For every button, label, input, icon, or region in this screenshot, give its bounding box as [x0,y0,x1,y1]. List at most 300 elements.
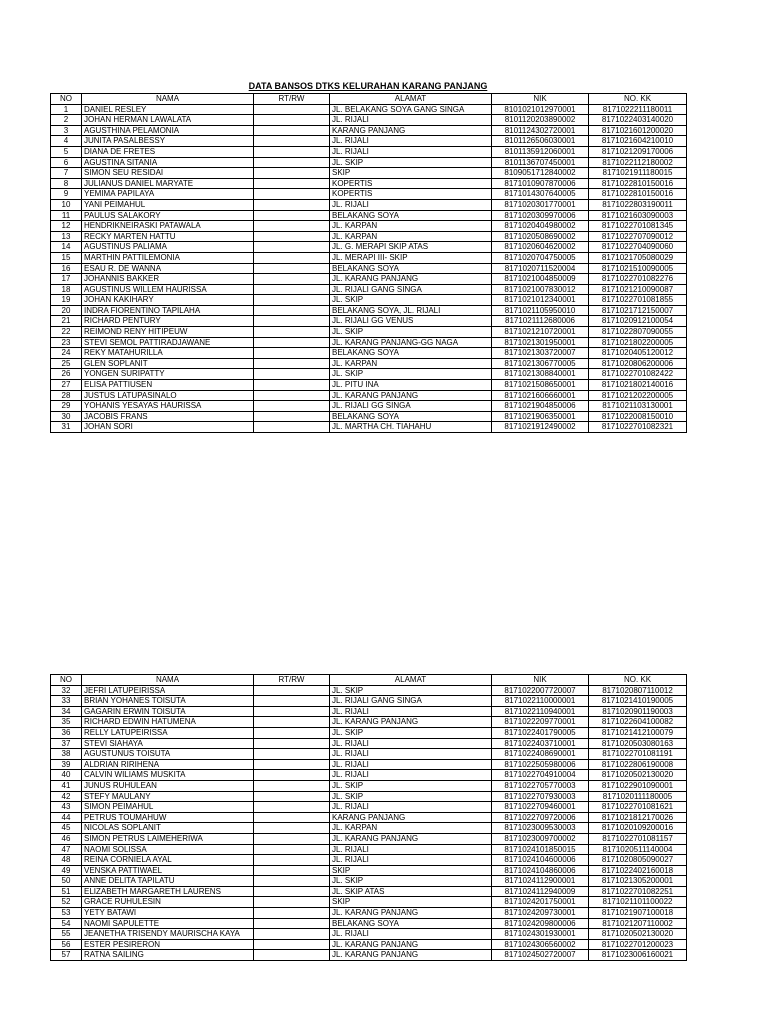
table-row [51,284,687,295]
cell-alamat: JL. RIJALI [330,199,492,210]
cell-nik: 8171024306560002 [492,939,589,950]
cell-no-kk: 8171022701082321 [589,422,687,433]
cell-alamat: BELAKANG SOYA [330,348,492,359]
cell-alamat: JL. KARANG PANJANG [330,274,492,285]
cell-rtrw [254,168,330,179]
cell-alamat: SKIP [330,865,492,876]
col-header-no-kk: NO. KK [589,94,687,105]
cell-no: 24 [51,348,82,359]
cell-no: 22 [51,327,82,338]
cell-rtrw [254,738,330,749]
cell-nama: AGUSTHINA PELAMONIA [82,125,254,136]
cell-nik: 8171020704750005 [492,252,589,263]
table-header [51,675,687,686]
cell-rtrw [254,802,330,813]
cell-alamat: KOPERTIS [330,189,492,200]
cell-nama: RELLY LATUPEIRISSA [82,727,254,738]
cell-alamat: JL. SKIP ATAS [330,886,492,897]
cell-alamat: JL. KARPAN [330,823,492,834]
cell-rtrw [254,876,330,887]
col-header-nik: NIK [492,675,589,686]
cell-alamat: JL. KARANG PANJANG [330,717,492,728]
table-row [51,738,687,749]
cell-nik: 8101120203890002 [492,115,589,126]
cell-no: 49 [51,865,82,876]
cell-no-kk: 8171020807110012 [589,685,687,696]
cell-nik: 8171014307640005 [492,189,589,200]
table-row [51,168,687,179]
cell-no: 37 [51,738,82,749]
cell-no-kk: 8171022803190011 [589,199,687,210]
cell-no-kk: 8171021603090003 [589,210,687,221]
cell-no: 16 [51,263,82,274]
cell-no-kk: 8171020502130020 [589,929,687,940]
cell-rtrw [254,844,330,855]
cell-rtrw [254,115,330,126]
cell-alamat: JL. KARANG PANJANG [330,950,492,961]
table-row [51,706,687,717]
cell-rtrw [254,780,330,791]
document-title-text: DATA BANSOS DTKS KELURAHAN KARANG PANJANG [248,81,488,91]
cell-rtrw [254,221,330,232]
cell-rtrw [254,727,330,738]
cell-nama: STEVI SIAHAYA [82,738,254,749]
cell-alamat: JL. KARANG PANJANG [330,833,492,844]
table-row [51,749,687,760]
table-row [51,252,687,263]
cell-alamat: KARANG PANJANG [330,125,492,136]
table-row [51,918,687,929]
cell-no-kk: 8171021705080029 [589,252,687,263]
cell-nama: MARTHIN PATTILEMONIA [82,252,254,263]
table-row [51,929,687,940]
cell-rtrw [254,146,330,157]
cell-nama: PETRUS TOUMAHUW [82,812,254,823]
table-row [51,115,687,126]
table-row [51,210,687,221]
cell-alamat: JL. SKIP [330,727,492,738]
cell-nik: 8171021308840001 [492,369,589,380]
cell-alamat: JL. BELAKANG SOYA GANG SINGA [330,104,492,115]
table-row [51,727,687,738]
cell-nama: YOHANIS YESAYAS HAURISSA [82,401,254,412]
cell-nik: 8171022408690001 [492,749,589,760]
cell-no-kk: 8171021103130001 [589,401,687,412]
cell-no-kk: 8171020901190003 [589,706,687,717]
cell-nama: YANI PEIMAHUL [82,199,254,210]
cell-no: 26 [51,369,82,380]
cell-alamat: BELAKANG SOYA [330,411,492,422]
cell-nama: ANNE DELITA TAPILATU [82,876,254,887]
cell-no-kk: 8171022704090060 [589,242,687,253]
header-row [51,94,687,105]
cell-no-kk: 8171021410190005 [589,696,687,707]
cell-nik: 8171021606660001 [492,390,589,401]
cell-rtrw [254,327,330,338]
cell-nama: NAOMI SOLISSA [82,844,254,855]
cell-alamat: JL. RIJALI GG SINGA [330,401,492,412]
cell-alamat: JL. SKIP [330,780,492,791]
cell-nama: SIMON PETRUS LAIMEHERIWA [82,833,254,844]
cell-rtrw [254,411,330,422]
cell-rtrw [254,274,330,285]
cell-no: 11 [51,210,82,221]
cell-no-kk: 8171022403140020 [589,115,687,126]
cell-no: 20 [51,305,82,316]
cell-no-kk: 8171022806190008 [589,759,687,770]
cell-no: 35 [51,717,82,728]
cell-no: 52 [51,897,82,908]
cell-no-kk: 8171020503080163 [589,738,687,749]
cell-alamat: BELAKANG SOYA [330,918,492,929]
cell-no-kk: 8171022810150016 [589,178,687,189]
cell-no: 34 [51,706,82,717]
cell-nama: REKY MATAHURILLA [82,348,254,359]
cell-nik: 8171022505980006 [492,759,589,770]
col-header-no-kk: NO. KK [589,675,687,686]
cell-no: 41 [51,780,82,791]
cell-nik: 8171021301950001 [492,337,589,348]
cell-nik: 8171024502720007 [492,950,589,961]
cell-nama: YETY BATAWI [82,908,254,919]
cell-no-kk: 8171022211180011 [589,104,687,115]
cell-alamat: JL. SKIP [330,876,492,887]
table-row [51,759,687,770]
cell-no-kk: 8171022604100082 [589,717,687,728]
cell-alamat: JL. RIJALI [330,146,492,157]
cell-nama: ELIZABETH MARGARETH LAURENS [82,886,254,897]
table-row [51,337,687,348]
col-header-rtrw: RT/RW [254,675,330,686]
cell-nama: HENDRIKNEIRASKI PATAWALA [82,221,254,232]
cell-nik: 8171024112900001 [492,876,589,887]
cell-nik: 8171021004850009 [492,274,589,285]
header-row [51,675,687,686]
cell-no-kk: 8171021210090087 [589,284,687,295]
cell-alamat: JL. RIJALI [330,749,492,760]
table-row [51,146,687,157]
cell-nik: 8171023009530003 [492,823,589,834]
cell-no: 21 [51,316,82,327]
cell-nik: 8171020404980002 [492,221,589,232]
cell-nama: JOHAN KAKIHARY [82,295,254,306]
cell-nama: ELISA PATTIUSEN [82,380,254,391]
cell-alamat: JL. KARPAN [330,231,492,242]
cell-nama: DIANA DE FRETES [82,146,254,157]
cell-rtrw [254,823,330,834]
cell-no: 19 [51,295,82,306]
cell-no-kk: 8171022901090001 [589,780,687,791]
cell-nik: 8171021303720007 [492,348,589,359]
table-row [51,865,687,876]
cell-rtrw [254,189,330,200]
cell-nik: 8171024201750001 [492,897,589,908]
cell-no: 9 [51,189,82,200]
cell-no: 40 [51,770,82,781]
cell-nik: 8171021912490002 [492,422,589,433]
cell-no: 13 [51,231,82,242]
cell-no-kk: 8171023006160021 [589,950,687,961]
cell-alamat: JL. MERAPI III- SKIP [330,252,492,263]
cell-no-kk: 8171021604210010 [589,136,687,147]
cell-rtrw [254,252,330,263]
table-row [51,104,687,115]
cell-nama: STEFY MAULANY [82,791,254,802]
cell-no-kk: 8171022701082276 [589,274,687,285]
cell-no: 42 [51,791,82,802]
cell-alamat: JL. SKIP [330,157,492,168]
cell-alamat: JL. RIJALI GANG SINGA [330,284,492,295]
table-row [51,844,687,855]
cell-no-kk: 8171020806200006 [589,358,687,369]
cell-no-kk: 8171021207110002 [589,918,687,929]
cell-no: 54 [51,918,82,929]
cell-rtrw [254,749,330,760]
col-header-nik: NIK [492,94,589,105]
cell-alamat: JL. PITU INA [330,380,492,391]
cell-nik: 8171021906350001 [492,411,589,422]
table-row [51,295,687,306]
table-row [51,316,687,327]
cell-nama: NICOLAS SOPLANIT [82,823,254,834]
cell-no-kk: 8171022701081621 [589,802,687,813]
cell-nik: 8171022007720007 [492,685,589,696]
cell-alamat: JL. SKIP [330,685,492,696]
cell-no: 45 [51,823,82,834]
cell-no-kk: 8171022701081191 [589,749,687,760]
cell-nama: YEMIMA PAPILAYA [82,189,254,200]
cell-rtrw [254,759,330,770]
table-row [51,358,687,369]
cell-nik: 8171024209730001 [492,908,589,919]
cell-alamat: KOPERTIS [330,178,492,189]
cell-alamat: JL. RIJALI [330,136,492,147]
cell-no: 14 [51,242,82,253]
col-header-no: NO [51,94,82,105]
cell-alamat: JL. SKIP [330,791,492,802]
cell-rtrw [254,897,330,908]
cell-no-kk: 8171021101100022 [589,897,687,908]
cell-no-kk: 8171021712150007 [589,305,687,316]
cell-alamat: JL. SKIP [330,295,492,306]
cell-alamat: JL. RIJALI [330,115,492,126]
cell-nik: 8171022705770003 [492,780,589,791]
cell-nik: 8171021105950010 [492,305,589,316]
cell-rtrw [254,706,330,717]
cell-nama: BRIAN YOHANES TOISUTA [82,696,254,707]
cell-rtrw [254,833,330,844]
cell-no-kk: 8171022112180002 [589,157,687,168]
cell-alamat: JL. KARANG PANJANG-GG NAGA [330,337,492,348]
cell-no: 27 [51,380,82,391]
cell-nama: JACOBIS FRANS [82,411,254,422]
cell-no-kk: 8171020805090027 [589,855,687,866]
cell-rtrw [254,812,330,823]
cell-rtrw [254,717,330,728]
cell-nama: JULIANUS DANIEL MARYATE [82,178,254,189]
cell-nama: PAULUS SALAKORY [82,210,254,221]
cell-no-kk: 8171022701082422 [589,369,687,380]
cell-no: 36 [51,727,82,738]
cell-no: 38 [51,749,82,760]
cell-nama: INDRA FIORENTINO TAPILAHA [82,305,254,316]
cell-no: 33 [51,696,82,707]
table-row [51,305,687,316]
cell-no-kk: 8171022807090055 [589,327,687,338]
table-row [51,855,687,866]
cell-nik: 8101124302720001 [492,125,589,136]
cell-alamat: JL. RIJALI [330,770,492,781]
cell-alamat: JL. RIJALI [330,759,492,770]
table-row [51,897,687,908]
cell-no: 57 [51,950,82,961]
table-row [51,802,687,813]
cell-no-kk: 8171020912100054 [589,316,687,327]
cell-rtrw [254,369,330,380]
table-row [51,125,687,136]
cell-no: 12 [51,221,82,232]
cell-no: 28 [51,390,82,401]
cell-alamat: SKIP [330,168,492,179]
cell-no: 17 [51,274,82,285]
cell-no-kk: 8171021412100079 [589,727,687,738]
cell-rtrw [254,918,330,929]
cell-no-kk: 8171021812170026 [589,812,687,823]
cell-nik: 8171022709460001 [492,802,589,813]
table-row [51,380,687,391]
cell-nik: 8171024112940009 [492,886,589,897]
table-row [51,422,687,433]
cell-no-kk: 8171022402160018 [589,865,687,876]
table-row [51,327,687,338]
cell-alamat: JL. RIJALI GANG SINGA [330,696,492,707]
table-row [51,876,687,887]
col-header-nama: NAMA [82,94,254,105]
cell-nik: 8109051712840002 [492,168,589,179]
cell-nik: 8171021007830012 [492,284,589,295]
table-row [51,812,687,823]
cell-nik: 8171022707930003 [492,791,589,802]
cell-alamat: JL. RIJALI [330,706,492,717]
cell-rtrw [254,422,330,433]
cell-nik: 8171022704910004 [492,770,589,781]
cell-nik: 8171021904850006 [492,401,589,412]
cell-alamat: BELAKANG SOYA [330,210,492,221]
cell-nama: REINA CORNIELA AYAL [82,855,254,866]
cell-no: 23 [51,337,82,348]
cell-no-kk: 8171020405120012 [589,348,687,359]
cell-rtrw [254,380,330,391]
table-row [51,369,687,380]
cell-nama: AGUSTINUS WILLEM HAURISSA [82,284,254,295]
cell-rtrw [254,865,330,876]
cell-rtrw [254,401,330,412]
cell-nik: 8171021508650001 [492,380,589,391]
cell-nama: ESAU R. DE WANNA [82,263,254,274]
cell-no-kk: 8171022701082251 [589,886,687,897]
cell-no: 8 [51,178,82,189]
table-row [51,939,687,950]
cell-no: 43 [51,802,82,813]
cell-nama: REIMOND RENY HITIPEUW [82,327,254,338]
cell-no-kk: 8171021907100018 [589,908,687,919]
cell-no: 3 [51,125,82,136]
cell-nik: 8171022709720006 [492,812,589,823]
cell-no-kk: 8171021209170006 [589,146,687,157]
cell-alamat: KARANG PANJANG [330,812,492,823]
table-row [51,717,687,728]
cell-rtrw [254,295,330,306]
cell-nik: 8171020309970006 [492,210,589,221]
cell-rtrw [254,136,330,147]
cell-rtrw [254,390,330,401]
cell-no-kk: 8171020109200016 [589,823,687,834]
table-row [51,348,687,359]
cell-nik: 8171021112680006 [492,316,589,327]
table-row [51,136,687,147]
table-row [51,770,687,781]
table-row [51,390,687,401]
table-row [51,685,687,696]
cell-no-kk: 8171022008150010 [589,411,687,422]
cell-rtrw [254,316,330,327]
cell-nik: 8171024209800006 [492,918,589,929]
table-row [51,908,687,919]
table-row [51,791,687,802]
table-row [51,401,687,412]
cell-rtrw [254,210,330,221]
bansos-table-page-1 [50,93,687,433]
cell-no-kk: 8171021510090005 [589,263,687,274]
cell-no-kk: 8171020511140004 [589,844,687,855]
cell-no: 47 [51,844,82,855]
cell-nama: JEANETHA TRISENDY MAURISCHA KAYA [82,929,254,940]
cell-alamat: JL. SKIP [330,369,492,380]
cell-alamat: SKIP [330,897,492,908]
cell-no-kk: 8171022701081345 [589,221,687,232]
cell-no-kk: 8171022810150016 [589,189,687,200]
table-body [51,685,687,960]
cell-nik: 8171020301770001 [492,199,589,210]
cell-nama: RICHARD PENTURY [82,316,254,327]
table-header [51,94,687,105]
cell-rtrw [254,231,330,242]
cell-nik: 8171020508690002 [492,231,589,242]
cell-rtrw [254,886,330,897]
cell-nama: RICHARD EDWIN HATUMENA [82,717,254,728]
cell-no: 18 [51,284,82,295]
cell-no: 30 [51,411,82,422]
cell-nama: GLEN SOPLANIT [82,358,254,369]
cell-rtrw [254,263,330,274]
cell-nik: 8171024301930001 [492,929,589,940]
cell-no: 6 [51,157,82,168]
cell-alamat: JL. KARPAN [330,358,492,369]
cell-nik: 8171020604620002 [492,242,589,253]
cell-alamat: JL. KARANG PANJANG [330,939,492,950]
cell-no-kk: 8171021911180015 [589,168,687,179]
table-row [51,696,687,707]
cell-nama: ALDRIAN RIRIHENA [82,759,254,770]
cell-nama: JOHAN HERMAN LAWALATA [82,115,254,126]
cell-nik: 8171021210720001 [492,327,589,338]
cell-no-kk: 8171021202200005 [589,390,687,401]
table-row [51,178,687,189]
col-header-alamat: ALAMAT [330,94,492,105]
cell-nama: YONGEN SURIPATTY [82,369,254,380]
cell-nama: AGUSTINUS PALIAMA [82,242,254,253]
cell-no: 15 [51,252,82,263]
